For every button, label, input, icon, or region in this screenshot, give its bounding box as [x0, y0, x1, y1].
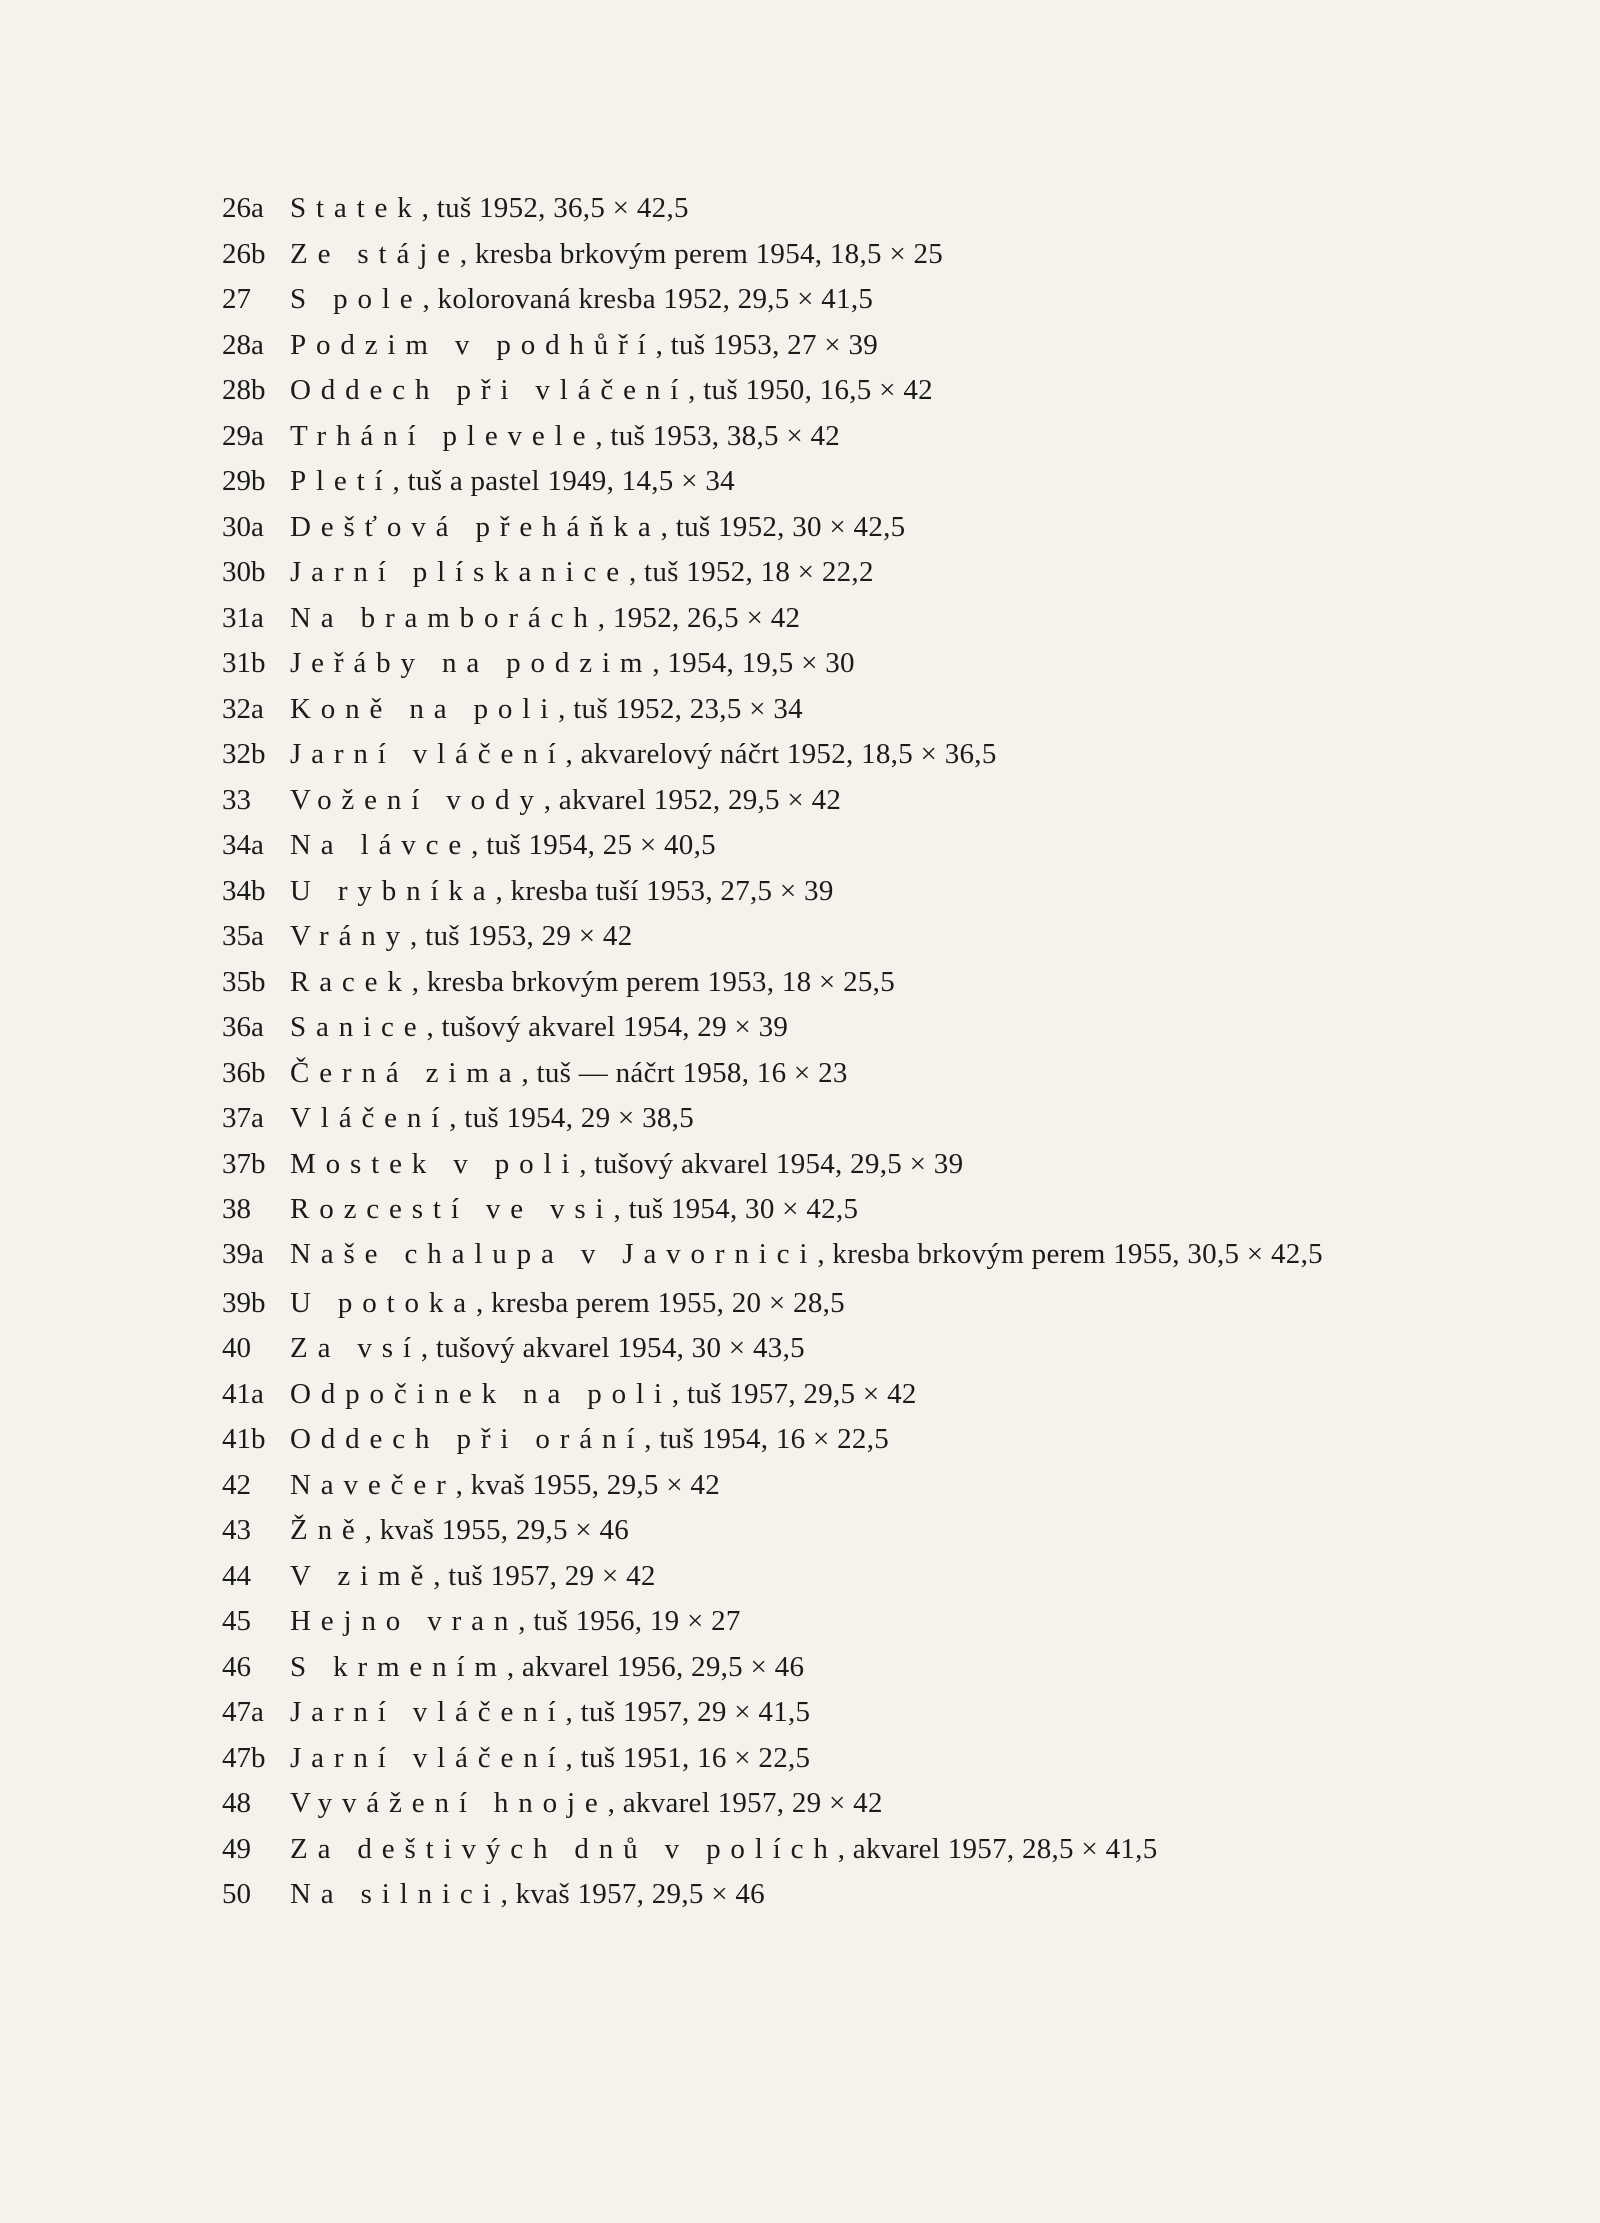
entry-number: 44	[222, 1559, 251, 1592]
entry-title: Pletí	[290, 465, 393, 497]
list-item	[222, 1096, 1382, 1142]
list-item	[222, 960, 1382, 1006]
entry-description: , tuš 1954, 25 × 40,5	[471, 829, 716, 861]
entry-title: Oddech při vláčení	[290, 374, 689, 406]
list-item	[222, 1233, 1382, 1276]
entry-title: Vožení vody	[290, 783, 544, 816]
entry-number: 33	[222, 783, 251, 816]
list-item	[222, 1645, 1382, 1691]
entry-title: Sanice	[290, 1011, 427, 1043]
list-item	[222, 1508, 1382, 1554]
entry-number: 28b	[222, 374, 266, 406]
entry-title: Racek	[290, 965, 412, 998]
entry-number: 50	[222, 1878, 251, 1910]
list-item	[222, 1554, 1382, 1600]
entry-description: , tuš 1953, 38,5 × 42	[595, 419, 841, 452]
entry-title: Na silnici	[290, 1878, 501, 1910]
entry-description: , tuš 1954, 29 × 38,5	[449, 1102, 694, 1134]
entry-number: 39b	[222, 1286, 266, 1319]
list-item	[222, 232, 1382, 278]
list-item	[222, 641, 1382, 687]
entry-description: , kolorovaná kresba 1952, 29,5 × 41,5	[422, 283, 874, 315]
entry-description: , kvaš 1957, 29,5 × 46	[500, 1878, 765, 1910]
entry-title: Podzim v podhůří	[290, 328, 656, 361]
entry-title: Trhání plevele	[290, 419, 596, 452]
entry-description: , tušový akvarel 1954, 29,5 × 39	[579, 1147, 964, 1180]
entry-description: , kresba brkovým perem 1953, 18 × 25,5	[411, 965, 895, 998]
entry-title: Jarní vláčení	[290, 1696, 566, 1728]
entry-title: Dešťová přeháňka	[290, 510, 661, 543]
entry-title: Hejno vran	[290, 1605, 519, 1637]
list-item	[222, 1142, 1382, 1188]
list-item	[222, 1827, 1382, 1873]
entry-title: U rybníka	[290, 874, 496, 907]
entry-title: Jeřáby na podzim	[290, 647, 653, 679]
entry-description: , tuš 1954, 30 × 42,5	[613, 1193, 859, 1225]
entry-description: , tuš 1952, 23,5 × 34	[558, 692, 803, 725]
entry-number: 38	[222, 1193, 251, 1225]
entry-number: 36b	[222, 1056, 266, 1089]
entry-description: , akvarel 1957, 28,5 × 41,5	[837, 1832, 1158, 1865]
entry-number: 31b	[222, 647, 266, 679]
entry-number: 45	[222, 1605, 251, 1637]
list-item	[222, 1463, 1382, 1509]
entry-title: Jarní vláčení	[290, 738, 566, 770]
entry-number: 35a	[222, 920, 264, 952]
entry-number: 47a	[222, 1696, 264, 1728]
entry-description: , 1952, 26,5 × 42	[597, 601, 801, 634]
entry-number: 41b	[222, 1423, 266, 1455]
entry-title: Na lávce	[290, 829, 472, 861]
entry-number: 29b	[222, 465, 266, 497]
entry-description: , tuš 1952, 30 × 42,5	[660, 510, 906, 543]
entry-title: Navečer	[290, 1468, 456, 1501]
entry-title: Jarní vláčení	[290, 1741, 566, 1774]
list-item	[222, 1599, 1382, 1645]
entry-number: 26b	[222, 237, 266, 270]
entry-title: Koně na poli	[290, 692, 559, 725]
entry-title: Černá zima	[290, 1056, 522, 1089]
entry-description: , 1954, 19,5 × 30	[652, 647, 855, 679]
entry-title: Naše chalupa v Javornici	[290, 1237, 818, 1270]
list-item	[222, 732, 1382, 778]
entry-number: 43	[222, 1514, 251, 1546]
list-item	[222, 1736, 1382, 1782]
entry-description: , tuš 1956, 19 × 27	[518, 1605, 741, 1637]
entry-number: 39a	[222, 1237, 264, 1270]
entry-number: 26a	[222, 192, 264, 224]
entry-description: , akvarel 1952, 29,5 × 42	[543, 783, 842, 816]
entry-number: 47b	[222, 1741, 266, 1774]
entry-number: 31a	[222, 601, 264, 634]
entry-number: 27	[222, 283, 251, 315]
list-item	[222, 687, 1382, 733]
entry-description: , kresba perem 1955, 20 × 28,5	[476, 1286, 845, 1319]
entry-description: , tuš 1954, 16 × 22,5	[644, 1423, 890, 1455]
list-item	[222, 1417, 1382, 1463]
list-item	[222, 1781, 1382, 1827]
entry-description: , kvaš 1955, 29,5 × 46	[364, 1514, 630, 1546]
list-item	[222, 550, 1382, 596]
list-item	[222, 869, 1382, 915]
entry-description: , tuš a pastel 1949, 14,5 × 34	[392, 465, 735, 497]
list-item	[222, 1326, 1382, 1372]
entry-title: V zimě	[290, 1559, 434, 1592]
entry-number: 29a	[222, 419, 264, 452]
entry-title: Ze stáje	[290, 237, 460, 270]
artwork-list	[222, 186, 1382, 1918]
list-item	[222, 414, 1382, 460]
entry-title: S pole	[290, 283, 423, 315]
entry-number: 32a	[222, 692, 264, 725]
entry-description: , akvarel 1957, 29 × 42	[607, 1787, 883, 1819]
list-item	[222, 1281, 1382, 1327]
list-item	[222, 1372, 1382, 1418]
entry-number: 32b	[222, 738, 266, 770]
list-item	[222, 778, 1382, 824]
list-item	[222, 459, 1382, 505]
entry-title: Rozcestí ve vsi	[290, 1193, 614, 1225]
list-item	[222, 1872, 1382, 1918]
entry-title: Vláčení	[290, 1102, 450, 1134]
entry-number: 42	[222, 1468, 251, 1501]
entry-description: , akvarel 1956, 29,5 × 46	[506, 1650, 805, 1683]
entry-number: 46	[222, 1650, 251, 1683]
entry-description: , kresba tuší 1953, 27,5 × 39	[495, 874, 834, 907]
entry-description: , kresba brkovým perem 1954, 18,5 × 25	[459, 237, 944, 270]
list-item	[222, 1187, 1382, 1233]
list-item	[222, 1690, 1382, 1736]
entry-description: , akvarelový náčrt 1952, 18,5 × 36,5	[565, 738, 997, 770]
entry-description: , tuš 1952, 18 × 22,2	[628, 556, 874, 588]
entry-number: 30a	[222, 510, 264, 543]
entry-description: , tuš 1953, 29 × 42	[410, 920, 633, 952]
entry-description: , kvaš 1955, 29,5 × 42	[455, 1468, 721, 1501]
entry-description: , tušový akvarel 1954, 29 × 39	[426, 1011, 789, 1043]
list-item	[222, 1051, 1382, 1097]
list-item	[222, 323, 1382, 369]
entry-title: Mostek v poli	[290, 1147, 580, 1180]
entry-title: Odpočinek na poli	[290, 1377, 672, 1410]
entry-description: , tuš 1957, 29,5 × 42	[671, 1377, 917, 1410]
entry-title: Žně	[290, 1514, 365, 1546]
list-item	[222, 505, 1382, 551]
entry-title: Vrány	[290, 920, 411, 952]
entry-description: , tušový akvarel 1954, 30 × 43,5	[420, 1332, 805, 1364]
entry-number: 30b	[222, 556, 266, 588]
entry-title: U potoka	[290, 1286, 477, 1319]
entry-description: , tuš 1950, 16,5 × 42	[688, 374, 933, 406]
list-item	[222, 914, 1382, 960]
entry-description: , tuš 1953, 27 × 39	[655, 328, 879, 361]
entry-description: , kresba brkovým perem 1955, 30,5 × 42,5	[817, 1237, 1323, 1270]
entry-number: 36a	[222, 1011, 264, 1043]
list-item	[222, 277, 1382, 323]
entry-title: Na bramborách	[290, 601, 598, 634]
entry-number: 41a	[222, 1377, 264, 1410]
entry-description: , tuš 1957, 29 × 41,5	[565, 1696, 811, 1728]
entry-number: 35b	[222, 965, 266, 998]
list-item	[222, 186, 1382, 232]
entry-number: 40	[222, 1332, 251, 1364]
entry-description: , tuš 1952, 36,5 × 42,5	[421, 192, 689, 224]
list-item	[222, 823, 1382, 869]
list-item	[222, 1005, 1382, 1051]
entry-number: 49	[222, 1832, 251, 1865]
entry-number: 48	[222, 1787, 251, 1819]
entry-number: 37a	[222, 1102, 264, 1134]
entry-title: Za deštivých dnů v polích	[290, 1832, 838, 1865]
entry-number: 34b	[222, 874, 266, 907]
entry-title: Statek	[290, 192, 422, 224]
entry-title: Jarní plískanice	[290, 556, 629, 588]
entry-description: , tuš — náčrt 1958, 16 × 23	[521, 1056, 848, 1089]
entry-number: 37b	[222, 1147, 266, 1180]
entry-title: Oddech při orání	[290, 1423, 645, 1455]
list-item	[222, 596, 1382, 642]
entry-description: , tuš 1957, 29 × 42	[433, 1559, 656, 1592]
entry-description: , tuš 1951, 16 × 22,5	[565, 1741, 811, 1774]
entry-number: 28a	[222, 328, 264, 361]
entry-title: Vyvážení hnoje	[290, 1787, 608, 1819]
entry-title: Za vsí	[290, 1332, 421, 1364]
entry-title: S krmením	[290, 1650, 507, 1683]
entry-number: 34a	[222, 829, 264, 861]
list-item	[222, 368, 1382, 414]
